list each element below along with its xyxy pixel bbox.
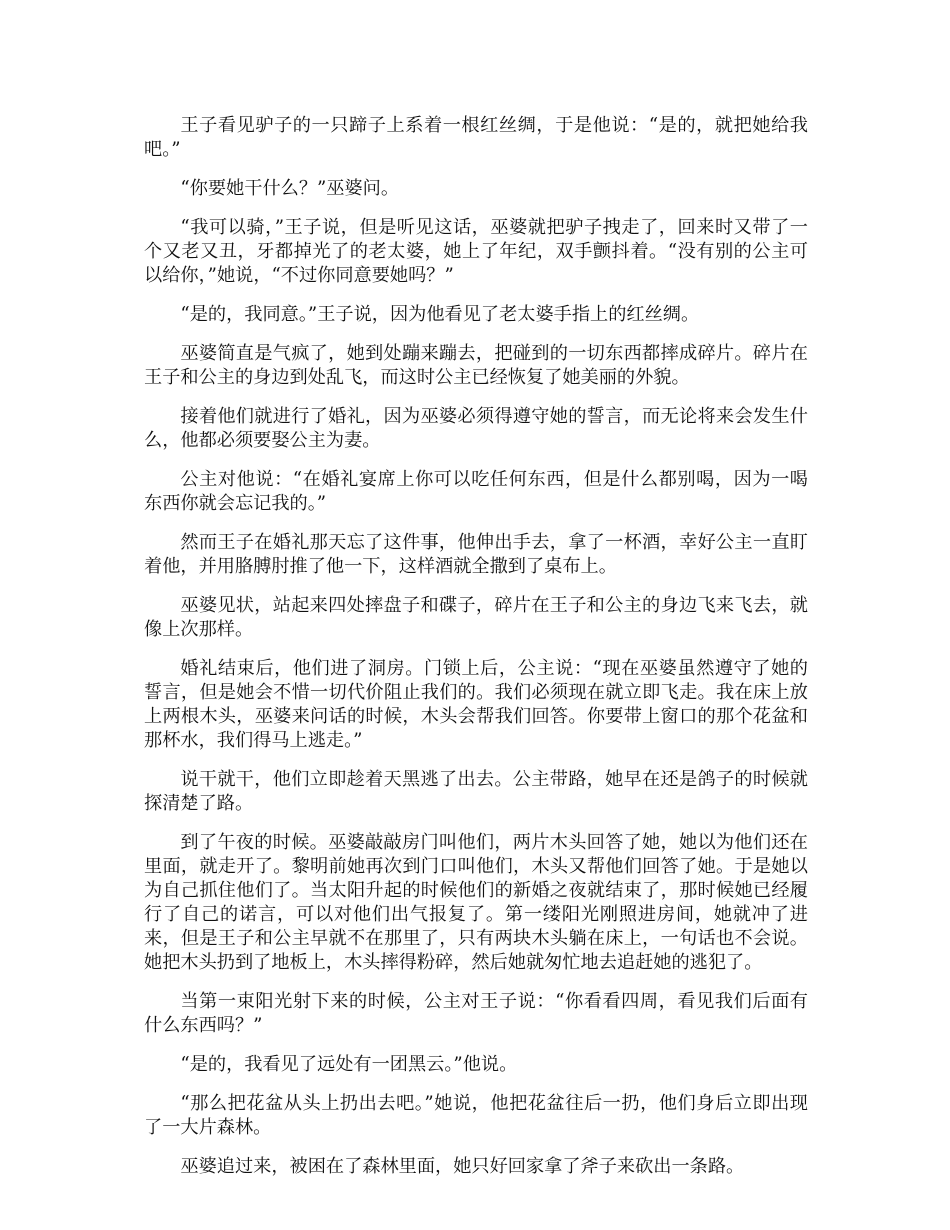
paragraph: 然而王子在婚礼那天忘了这件事，他伸出手去，拿了一杯酒，幸好公主一直盯着他，并用胳膊肘推了他一下，这样酒就全撒到了桌布上。 xyxy=(144,532,808,577)
paragraph: 当第一束阳光射下来的时候，公主对王子说：“你看看四周，看见我们后面有什么东西吗？” xyxy=(144,991,808,1036)
paragraph: “你要她干什么？”巫婆问。 xyxy=(180,178,400,199)
paragraph: 公主对他说：“在婚礼宴席上你可以吃任何东西，但是什么都别喝，因为一喝东西你就会忘记我的。” xyxy=(144,469,808,514)
paragraph: 说干就干，他们立即趁着天黑逃了出去。公主带路，她早在还是鸽子的时候就探清楚了路。 xyxy=(144,769,808,814)
paragraph: “是的，我同意。”王子说，因为他看见了老太婆手指上的红丝绸。 xyxy=(180,304,700,325)
paragraph: 王子看见驴子的一只蹄子上系着一根红丝绸，于是他说：“是的，就把她给我吧。” xyxy=(144,115,808,160)
document-page xyxy=(144,114,808,1194)
paragraph: 巫婆见状，站起来四处摔盘子和碟子，碎片在王子和公主的身边飞来飞去，就像上次那样。 xyxy=(144,595,808,640)
paragraph: 巫婆简直是气疯了，她到处蹦来蹦去，把碰到的一切东西都摔成碎片。碎片在王子和公主的身边到处乱飞，而这时公主已经恢复了她美丽的外貌。 xyxy=(144,343,808,388)
paragraph: 婚礼结束后，他们进了洞房。门锁上后，公主说：“现在巫婆虽然遵守了她的誓言，但是她会不惜一切代价阻止我们的。我们必须现在就立即飞走。我在床上放上两根木头，巫婆来问话的时候，木头会帮我们回答。你要带上窗口的那个花盆和那杯水，我们得马上逃走。” xyxy=(144,658,808,751)
paragraph: “那么把花盆从头上扔出去吧。”她说，他把花盆往后一扔，他们身后立即出现了一大片森林。 xyxy=(144,1093,808,1138)
paragraph: 接着他们就进行了婚礼，因为巫婆必须得遵守她的誓言，而无论将来会发生什么，他都必须要娶公主为妻。 xyxy=(144,406,808,451)
paragraph: “是的，我看见了远处有一团黑云。”他说。 xyxy=(180,1054,518,1075)
paragraph: 到了午夜的时候。巫婆敲敲房门叫他们，两片木头回答了她，她以为他们还在里面，就走开了。黎明前她再次到门口叫他们，木头又帮他们回答了她。于是她以为自己抓住他们了。当太阳升起的时候他们的新婚之夜就结束了，那时候她已经履行了自己的诺言，可以对他们出气报复了。第一缕阳光刚照进房间，她就冲了进来，但是王子和公主早就不在那里了，只有两块木头躺在床上，一句话也不会说。她把木头扔到了地板上，木头摔得粉碎，然后她就匆忙地去追赶她的逃犯了。 xyxy=(144,832,808,973)
paragraph: “我可以骑，”王子说，但是听见这话，巫婆就把驴子拽走了，回来时又带了一个又老又丑，牙都掉光了的老太婆，她上了年纪，双手颤抖着。“没有别的公主可以给你，”她说，“不过你同意要她吗？” xyxy=(144,217,808,286)
paragraph: 巫婆追过来，被困在了森林里面，她只好回家拿了斧子来砍出一条路。 xyxy=(180,1156,745,1177)
